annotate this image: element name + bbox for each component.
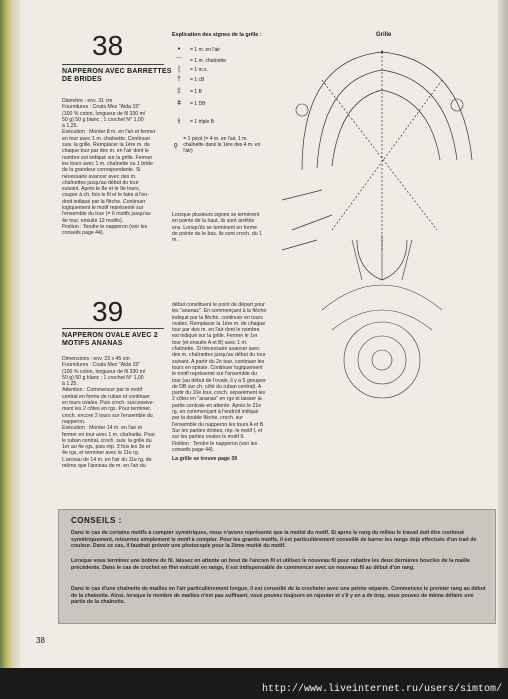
legend-symbol-icon: † [177,76,181,83]
instructions-39b-line: des m. chaînettes jusqu'au début du tour [172,352,266,359]
instructions-39b-line: chaînette. Si nécessaire avancer avec [172,346,260,353]
instructions-38-line: 50 g) 50 g blanc ; 1 crochet N° 1,00 [62,116,144,123]
instructions-39-line: ment les 2 côtes en rgs. Pour terminer, [62,406,152,413]
instructions-39b-line: tour (et ensuite A et B) avec 1 m. [172,339,248,346]
instructions-38-line: de la grandeur correspondante. Si [62,167,141,174]
pattern-title-39: NAPPERON OVALE AVEC 2 MOTIFS ANANAS [62,332,158,347]
instructions-38-line: nombre est indiqué sur la grille. Fermer [62,154,153,161]
legend-item [172,118,264,126]
legend-text: = 1 B [190,88,202,95]
legend-text: = 1 DB [190,100,206,107]
instructions-38-line: en tour avec 1 m. chaînette. Continuer [62,135,151,142]
instructions-39b-line: début constituent le point de départ pour [172,302,265,308]
watermark-url: http://www.liveinternet.ru/users/simtom/ [261,684,502,695]
instructions-39b-line: est indiqué sur la grille. Fermer le 1er [172,333,258,340]
instructions-39-line: L'arceau de 14 m. en l'air du 11e rg, de [62,456,152,463]
instructions-39-line: Exécution : Monter 14 m. en l'air et [62,425,142,432]
legend-text: = 1 cB [190,76,205,83]
conseils-paragraph-2: Lorsque vous terminez une bobine de fil, laissez en attente un bout de l'ancien fil et utilisez le nouveau fil pour rabattre les deux dernières boucles de la maille précédente. Dans le cas de crochet en filet exécuté en rangs, il est indispensable de commencer avec un nouveau fil au début d'un rang. [71,558,470,571]
instructions-38-line: Fournitures : Coats Mez "Aida 15" [62,104,141,111]
instructions-39b-line: conseils page 44). [172,446,215,453]
instructions-38-line: couper à ch. fois le fil et le faire à l'en- [62,192,149,199]
legend-item [172,88,264,95]
conseils-title: CONSEILS : [71,516,122,525]
instructions-39-line: le ruban central, croch. suiv. la grille du [62,437,152,444]
instructions-39-line: central en forme de ruban et continuer [62,393,150,400]
conseils-paragraph-1: Dans le cas de certains motifs à compter symétriques, nous n'avons représenté que la moitié du motif. Si après le rang du milieu le travail doit être continué symétriquement, retournez simplement le motif à compter. Pour les grands motifs, il est particulièrement conseillé de barrer les rangs déjà effectués d'un trait de couleur. Dans ce cas, il faudrait prévoir une photocopie pour la 2ème moitié du motif. [71,530,477,550]
instructions-39-line: à 1,25. [62,381,78,388]
legend-item [172,136,264,154]
instructions-39b-line: indiqué par la flèche, continuer en tours [172,314,263,321]
instructions-39-line: fermer en tour avec 1 m. chaînette. Pour [62,431,156,438]
crochet-chart-diagram [262,40,496,420]
legend-item [172,100,264,107]
instructions-38-line: logiquement le motif représenté sur [62,205,144,212]
legend-item [172,66,264,73]
instructions-39b-line: l'ensemble du napperon les tours A et B. [172,421,265,428]
legend-symbol-icon: ǂ [176,100,182,107]
instructions-39b-line: tour par des m. en l'air dont le nombre [172,327,260,334]
grille-label: Grille [376,32,392,38]
instructions-39b-line: les "ananas". En commençant à la flèche [172,308,267,315]
legend-symbol-icon: ⌒ [175,58,183,65]
instructions-39b-line: 2 côtes en "ananas" en rgs et laisser la [172,396,262,403]
instructions-38-line: suiv. la grille. Remplacer la 1ère m. de [62,142,150,149]
pattern-number-38: 38 [92,30,124,61]
instructions-39b-line: Sur les parties droites, rép. le motif I, et [172,427,263,434]
instructions-39-line: Attention : Commencer par le motif [62,387,143,394]
instructions-38-line: les tours avec 1 m. chaînette ou 1 bride [62,160,153,167]
instructions-38-line: chaînettes jusqu'au début du tour [62,179,139,186]
instructions-39-line: 50 g) 50 g blanc ; 1 crochet N° 1,00 [62,374,144,381]
legend-item [172,56,264,66]
instructions-39-line: Dimensions : env. 23 x 45 cm [62,356,130,362]
instructions-39-line: en tours ovales. Puis croch. successive- [62,400,155,407]
instructions-39b-line: Finition : Tendre le napperon (voir les [172,440,258,447]
pattern-number-39: 39 [92,296,124,327]
instructions-39b-line: suivant. A partir du 2e tour, continuer les [172,358,265,365]
legend-item [172,46,264,53]
legend-title: Explication des signes de la grille : [172,32,262,38]
legend-text: = 1 m. chaînette [190,58,226,64]
conseils-box [58,509,496,624]
instructions-39b-line: rg, en commençant à l'endroit indiqué [172,409,259,416]
legend-text: = 1 triple B [190,119,215,125]
instructions-39-line: Fournitures : Coats Mez "Aida 15" [62,362,141,369]
instructions-39b-line: partie centrale en attente. Après le 21e [172,402,262,409]
instructions-39b-line: tour (au début de l'ovale, il y a 5 groupes [172,377,266,384]
pattern-instructions-39 [62,356,172,469]
conseils-paragraph-3: Dans le cas d'une chaînette de mailles en l'air particulièrement longue, il est conseillé de la crocheter avec une pelote séparée. Commencez le premier rang au début de la chaînette. Ainsi, lorsque le nombre de mailles n'est pas suffisant, vous pouvez toujours en rajouter et s'il y en a de trop, vous pouvez de même défaire une partie de la chaînette. [71,586,486,606]
instructions-39b-line: sur les parties ovales le motif II. [172,434,245,441]
legend-text: = 1 m. en l'air [190,46,220,53]
instructions-38-line: nécessaire avancer avec des m. [62,173,137,180]
chart-38-pattern [282,52,472,280]
instructions-39-line: 1er au 4e rgs, puis rép. 3 fois les 3e et [62,444,151,451]
divider [62,64,164,65]
instructions-38-line: (100 % coton, longueur de fil 330 m/ [62,110,146,117]
instructions-38-line: droit indiqué par la flèche. Continuer [62,198,146,205]
pattern-title-38: NAPPERON AVEC BARRETTES DE BRIDES [62,68,172,83]
chart-39-pattern [322,235,442,398]
legend-symbol-icon: | [178,66,180,73]
legend-text: = 1 picot (= 4 m. en l'air, 1 m. chaînette dans la 1ère des 4 m. en l'air) [183,136,261,154]
instructions-38-line: l'ensemble du tour (= 6 motifs jusqu'au [62,211,151,218]
instructions-39b-line: le motif représenté sur l'ensemble du [172,371,257,378]
page-edge [498,0,508,699]
legend-symbol-icon: ⫲ [177,118,181,125]
instructions-38-line: Diamètre : env. 31 cm [62,98,113,104]
legend-symbol-icon: • [177,46,181,53]
instructions-39-line: croch. encore 2 tours sur l'ensemble du [62,412,153,419]
instructions-39b-line: ovales. Remplacer la 1ère m. de chaque [172,320,266,327]
page-number: 38 [36,636,45,645]
instructions-39-line: (100 % coton, longueur de fil 330 m/ [62,368,146,375]
instructions-39-line: 4e rgs, et terminer avec le 11e rg. [62,450,140,457]
instructions-38-line: chaque tour par des m. en l'air dont le [62,148,149,155]
instructions-39-line: même que l'anneau de m. en l'air du [62,463,146,470]
divider [62,328,164,329]
pattern-instructions-39-continued [172,302,276,453]
instructions-38-line: conseils page 44). [62,230,105,237]
instructions-38-line: suivant. Après le 8e et le 9e tours, [62,186,141,193]
legend-text: = 1 m.s. [190,66,208,73]
legend-symbol-icon: ǫ [173,141,178,149]
pattern-instructions-38 [62,98,172,237]
book-spine [0,0,20,699]
chart-38-marks [296,51,463,116]
instructions-38-line: 4e tour, ensuite 12 motifs). [62,217,124,224]
legend-note: Lorsque plusieurs signes se terminent en pointe de la haut, ils sont arrêtés ens. Lorsqu'ils se terminent en forme de pointe de le bas, ils sont croch. du 1 m. [172,212,262,244]
instructions-39b-line: tours en spirale. Continuer logiquement [172,364,263,371]
instructions-39b-line: partir du 10e tour, croch. séparément les [172,390,266,397]
instructions-38-line: Finition : Tendre le napperon (voir les [62,223,148,230]
instructions-38-line: à 1,25. [62,123,78,130]
instructions-39-line: napperon. [62,418,86,425]
instructions-39b-line: de DB sur ch. côté du ruban central). A [172,383,262,390]
legend-symbol-icon: ‡ [177,88,181,95]
instructions-39b-line: par la double flèche, croch. sur [172,415,243,422]
legend-item [172,76,264,83]
grille-reference: La grille se trouve page 39 [172,456,238,462]
instructions-38-line: Exécution : Monter 8 m. en l'air et fermer [62,129,156,136]
